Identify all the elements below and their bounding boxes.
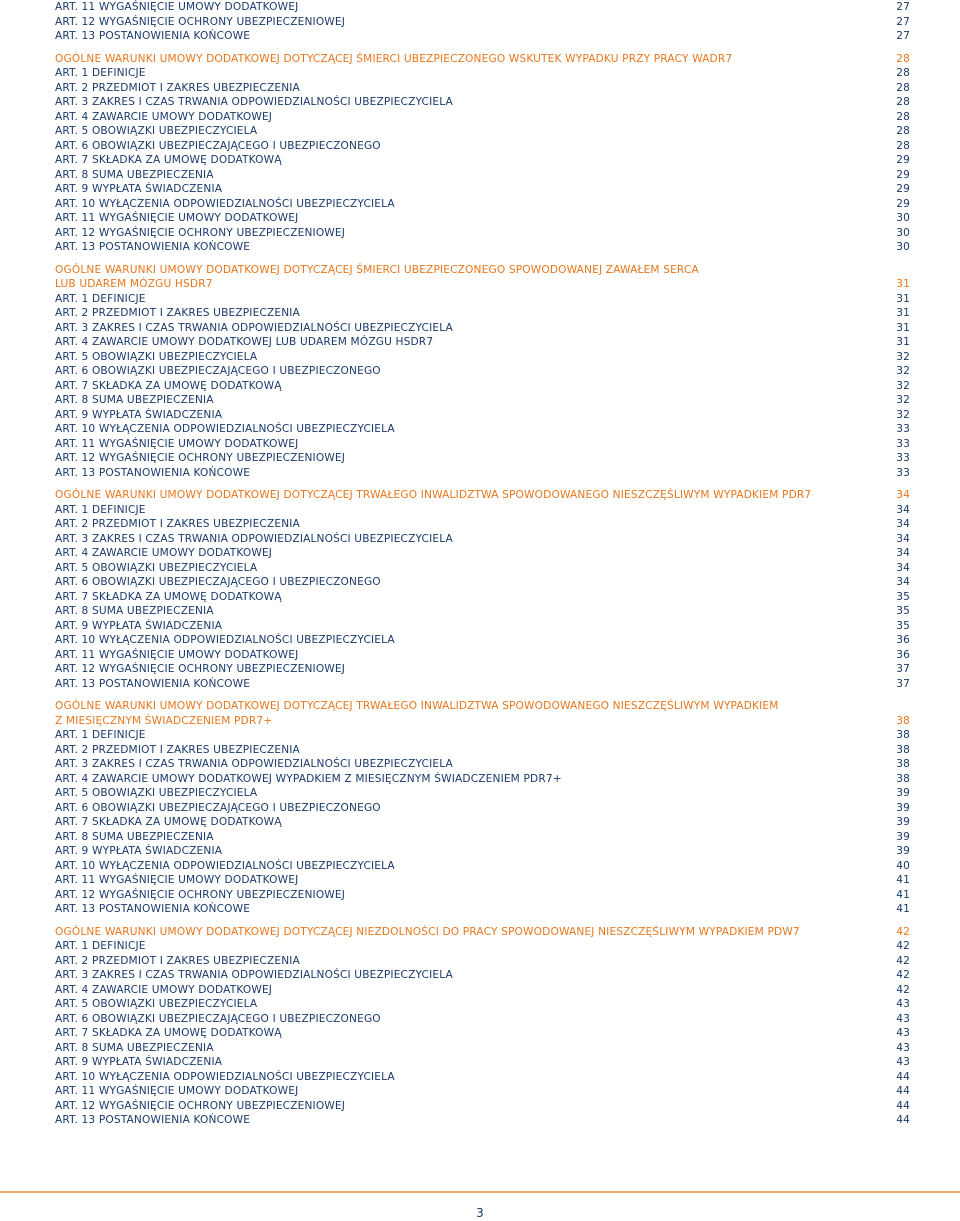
toc-entry: [55, 590, 910, 605]
toc-entry-title: ART. 8 SUMA UBEZPIECZENIA: [55, 168, 214, 181]
toc-entry-title: ART. 7 SKŁADKA ZA UMOWĘ DODATKOWĄ: [55, 590, 282, 603]
toc-entry-title: OGÓLNE WARUNKI UMOWY DODATKOWEJ DOTYCZĄCEJ ŚMIERCI UBEZPIECZONEGO WSKUTEK WYPADKU PRZY PRACY WADR7: [55, 52, 733, 65]
toc-entry-title: ART. 5 OBOWIĄZKI UBEZPIECZYCIELA: [55, 998, 258, 1010]
toc-entry: [55, 801, 910, 816]
toc-entry-title: ART. 11 WYGAŚNIĘCIE UMOWY DODATKOWEJ: [55, 648, 299, 661]
toc-entry-title: ART. 6 OBOWIĄZKI UBEZPIECZAJĄCEGO I UBEZPIECZONEGO: [55, 1012, 381, 1025]
toc-entry-page: 39: [896, 801, 910, 814]
toc-entry-page: 31: [896, 336, 910, 348]
toc-entry: [55, 422, 910, 437]
toc-entry-page: 40: [896, 859, 910, 872]
toc-entry-title: ART. 12 WYGAŚNIĘCIE OCHRONY UBEZPIECZENIOWEJ: [55, 226, 346, 239]
toc-entry-title: ART. 3 ZAKRES I CZAS TRWANIA ODPOWIEDZIALNOŚCI UBEZPIECZYCIELA: [55, 758, 453, 770]
toc-entry-title: ART. 11 WYGAŚNIĘCIE UMOWY DODATKOWEJ: [55, 874, 299, 886]
toc-entry: [55, 1026, 910, 1041]
toc-entry: [55, 503, 910, 518]
toc-entry: [55, 968, 910, 983]
toc-entry-title: ART. 2 PRZEDMIOT I ZAKRES UBEZPIECZENIA: [55, 81, 300, 94]
toc-entry-page: 33: [896, 466, 910, 479]
toc-entry-page: 34: [896, 561, 910, 574]
toc-entry-title: ART. 8 SUMA UBEZPIECZENIA: [55, 605, 214, 617]
toc-entry-page: 38: [896, 772, 910, 785]
toc-entry-title: ART. 1 DEFINICJE: [55, 503, 146, 516]
toc-entry-page: 41: [896, 903, 910, 915]
toc-entry-page: 35: [896, 605, 910, 617]
toc-entry-page: 29: [896, 168, 910, 181]
toc-entry: [55, 153, 910, 168]
section-spacer: [55, 255, 910, 263]
toc-entry-page: 29: [896, 154, 910, 166]
toc-entry: [55, 815, 910, 830]
toc-entry-title: ART. 12 WYGAŚNIĘCIE OCHRONY UBEZPIECZENIOWEJ: [55, 452, 346, 464]
toc-entry-title: ART. 8 SUMA UBEZPIECZENIA: [55, 1041, 214, 1054]
toc-entry-page: 31: [896, 307, 910, 319]
toc-entry-page: 44: [896, 1114, 910, 1126]
toc-entry-page: 34: [896, 547, 910, 559]
toc-entry-page: 42: [896, 983, 910, 996]
toc-entry: [55, 1041, 910, 1056]
toc-entry: [55, 830, 910, 845]
toc-entry: [55, 393, 910, 408]
toc-entry-page: 30: [896, 212, 910, 224]
toc-entry: [55, 1055, 910, 1070]
toc-entry-title: ART. 2 PRZEDMIOT I ZAKRES UBEZPIECZENIA: [55, 307, 300, 319]
toc-entry: [55, 240, 910, 255]
toc-entry-title: ART. 11 WYGAŚNIĘCIE UMOWY DODATKOWEJ: [55, 1, 299, 13]
toc-entry: [55, 633, 910, 648]
toc-entry-title: ART. 12 WYGAŚNIĘCIE OCHRONY UBEZPIECZENIOWEJ: [55, 663, 346, 675]
toc-entry-page: 39: [896, 816, 910, 828]
toc-entry-page: 30: [896, 241, 910, 253]
toc-entry-page: 28: [896, 139, 910, 152]
toc-entry-title: OGÓLNE WARUNKI UMOWY DODATKOWEJ DOTYCZĄCEJ ŚMIERCI UBEZPIECZONEGO SPOWODOWANEJ ZAWAŁEM SERCA: [55, 263, 699, 276]
toc-entry-title: ART. 12 WYGAŚNIĘCIE OCHRONY UBEZPIECZENIOWEJ: [55, 15, 346, 28]
toc-entry-page: 32: [896, 350, 910, 363]
toc-entry-title: ART. 11 WYGAŚNIĘCIE UMOWY DODATKOWEJ: [55, 437, 299, 450]
toc-entry-page: 42: [896, 954, 910, 967]
toc-section-heading: [55, 488, 910, 503]
toc-entry-page: 37: [896, 663, 910, 675]
toc-entry-page: 33: [896, 437, 910, 450]
toc-entry-title: ART. 12 WYGAŚNIĘCIE OCHRONY UBEZPIECZENIOWEJ: [55, 888, 346, 901]
section-spacer: [55, 917, 910, 925]
toc-entry-title: ART. 9 WYPŁATA ŚWIADCZENIA: [55, 845, 223, 857]
toc-entry-title: ART. 7 SKŁADKA ZA UMOWĘ DODATKOWĄ: [55, 816, 282, 828]
section-spacer: [55, 691, 910, 699]
toc-entry: [55, 451, 910, 466]
toc-entry-page: 43: [896, 1041, 910, 1054]
toc-entry-title: ART. 13 POSTANOWIENIA KOŃCOWE: [55, 903, 251, 915]
toc-entry: [55, 226, 910, 241]
toc-entry: [55, 561, 910, 576]
toc-entry: [55, 844, 910, 859]
toc-entry-title: ART. 10 WYŁĄCZENIA ODPOWIEDZIALNOŚCI UBEZPIECZYCIELA: [55, 197, 395, 210]
toc-entry: [55, 379, 910, 394]
toc-entry-title: ART. 9 WYPŁATA ŚWIADCZENIA: [55, 408, 223, 421]
toc-entry: [55, 66, 910, 81]
toc-entry-page: 44: [896, 1070, 910, 1083]
toc-entry-title: ART. 3 ZAKRES I CZAS TRWANIA ODPOWIEDZIALNOŚCI UBEZPIECZYCIELA: [55, 96, 453, 108]
toc-entry-page: 39: [896, 830, 910, 843]
toc-entry-page: 28: [896, 110, 910, 123]
toc-entry-page: 33: [896, 452, 910, 464]
toc-entry-page: 43: [896, 1027, 910, 1039]
toc-entry-title: ART. 12 WYGAŚNIĘCIE OCHRONY UBEZPIECZENIOWEJ: [55, 1099, 346, 1112]
toc-entry-page: 35: [896, 590, 910, 603]
toc-entry-title: ART. 3 ZAKRES I CZAS TRWANIA ODPOWIEDZIALNOŚCI UBEZPIECZYCIELA: [55, 321, 453, 334]
toc-entry-title: ART. 4 ZAWARCIE UMOWY DODATKOWEJ: [55, 547, 273, 559]
toc-entry-page: 34: [896, 489, 910, 501]
toc-entry-page: 31: [896, 292, 910, 305]
toc-entry-page: 38: [896, 729, 910, 741]
toc-entry: [55, 211, 910, 226]
toc-entry-title: ART. 10 WYŁĄCZENIA ODPOWIEDZIALNOŚCI UBEZPIECZYCIELA: [55, 634, 395, 646]
toc-entry-title: ART. 1 DEFINICJE: [55, 292, 146, 305]
toc-entry: [55, 364, 910, 379]
toc-entry-title: LUB UDAREM MÓZGU HSDR7: [55, 278, 213, 290]
toc-entry: [55, 139, 910, 154]
toc-section-heading: [55, 699, 910, 714]
toc-entry-page: 39: [896, 845, 910, 857]
toc-entry-page: 28: [896, 96, 910, 108]
toc-entry: [55, 0, 910, 15]
toc-entry: [55, 350, 910, 365]
toc-entry-title: ART. 8 SUMA UBEZPIECZENIA: [55, 830, 214, 843]
toc-entry: [55, 648, 910, 663]
toc-entry-page: 36: [896, 634, 910, 646]
toc-entry-title: OGÓLNE WARUNKI UMOWY DODATKOWEJ DOTYCZĄCEJ TRWAŁEGO INWALIDZTWA SPOWODOWANEGO NIESZCZĘŚLIWYM WYPADKIEM: [55, 700, 779, 712]
toc-entry-page: 31: [896, 278, 910, 290]
toc-entry: [55, 546, 910, 561]
toc-entry: [55, 197, 910, 212]
toc-entry-page: 38: [896, 758, 910, 770]
toc-entry-title: ART. 5 OBOWIĄZKI UBEZPIECZYCIELA: [55, 125, 258, 137]
toc-section-heading: [55, 52, 910, 67]
toc-entry: [55, 662, 910, 677]
toc-entry: [55, 786, 910, 801]
toc-entry-title: ART. 13 POSTANOWIENIA KOŃCOWE: [55, 241, 251, 253]
toc-entry-page: 27: [896, 30, 910, 42]
toc-entry-page: 27: [896, 1, 910, 13]
toc-entry-title: ART. 9 WYPŁATA ŚWIADCZENIA: [55, 1056, 223, 1068]
toc-entry-title: ART. 5 OBOWIĄZKI UBEZPIECZYCIELA: [55, 787, 258, 799]
toc-entry-page: 42: [896, 925, 910, 938]
toc-entry-page: 36: [896, 648, 910, 661]
toc-entry-title: ART. 13 POSTANOWIENIA KOŃCOWE: [55, 677, 251, 690]
toc-entry-title: ART. 7 SKŁADKA ZA UMOWĘ DODATKOWĄ: [55, 379, 282, 392]
toc-entry-title: ART. 5 OBOWIĄZKI UBEZPIECZYCIELA: [55, 561, 258, 574]
toc-entry: [55, 728, 910, 743]
toc-entry-page: 32: [896, 408, 910, 421]
toc-entry-page: 28: [896, 125, 910, 137]
toc-entry-title: ART. 1 DEFINICJE: [55, 940, 146, 952]
toc-entry: [55, 29, 910, 44]
toc-entry-page: 38: [896, 743, 910, 756]
toc-entry-title: ART. 10 WYŁĄCZENIA ODPOWIEDZIALNOŚCI UBEZPIECZYCIELA: [55, 423, 395, 435]
toc-entry-title: ART. 13 POSTANOWIENIA KOŃCOWE: [55, 466, 251, 479]
toc-entry-page: 42: [896, 969, 910, 981]
toc-entry-title: ART. 1 DEFINICJE: [55, 67, 146, 79]
toc-entry-title: Z MIESIĘCZNYM ŚWIADCZENIEM PDR7+: [55, 714, 273, 727]
toc-entry: [55, 306, 910, 321]
toc-entry-page: 29: [896, 197, 910, 210]
toc-entry: [55, 1084, 910, 1099]
toc-entry: [55, 408, 910, 423]
toc-entry-page: 34: [896, 532, 910, 545]
toc-entry: [55, 1113, 910, 1128]
toc-entry-page: 31: [896, 321, 910, 334]
toc-entry-page: 39: [896, 787, 910, 799]
toc-entry-title: OGÓLNE WARUNKI UMOWY DODATKOWEJ DOTYCZĄCEJ NIEZDOLNOŚCI DO PRACY SPOWODOWANEJ NIESZCZĘŚLIWYM WYPADKIEM PDW7: [55, 925, 800, 938]
toc-entry-title: ART. 7 SKŁADKA ZA UMOWĘ DODATKOWĄ: [55, 154, 282, 166]
toc-entry: [55, 95, 910, 110]
toc-entry-title: ART. 4 ZAWARCIE UMOWY DODATKOWEJ: [55, 983, 273, 996]
toc-entry-title: ART. 1 DEFINICJE: [55, 729, 146, 741]
toc-entry: [55, 81, 910, 96]
toc-entry: [55, 15, 910, 30]
toc-entry: [55, 532, 910, 547]
toc-entry: [55, 1099, 910, 1114]
toc-entry: [55, 859, 910, 874]
toc-entry-page: 34: [896, 503, 910, 516]
footer-divider: [0, 1191, 960, 1193]
toc-entry-title: ART. 2 PRZEDMIOT I ZAKRES UBEZPIECZENIA: [55, 743, 300, 756]
toc-entry-title: ART. 13 POSTANOWIENIA KOŃCOWE: [55, 30, 251, 42]
toc-entry-page: 43: [896, 998, 910, 1010]
toc-entry-page: 35: [896, 619, 910, 632]
toc-entry-title: ART. 3 ZAKRES I CZAS TRWANIA ODPOWIEDZIALNOŚCI UBEZPIECZYCIELA: [55, 969, 453, 981]
toc-entry-page: 41: [896, 888, 910, 901]
toc-entry-title: ART. 6 OBOWIĄZKI UBEZPIECZAJĄCEGO I UBEZPIECZONEGO: [55, 139, 381, 152]
toc-entry-title: ART. 9 WYPŁATA ŚWIADCZENIA: [55, 619, 223, 632]
toc-entry: [55, 997, 910, 1012]
toc-entry: [55, 110, 910, 125]
toc-section-heading: [55, 925, 910, 940]
toc-entry-page: 32: [896, 394, 910, 406]
toc-section-heading: [55, 263, 910, 278]
toc-entry-page: 29: [896, 183, 910, 195]
toc-entry-title: OGÓLNE WARUNKI UMOWY DODATKOWEJ DOTYCZĄCEJ TRWAŁEGO INWALIDZTWA SPOWODOWANEGO NIESZCZĘŚLIWYM WYPADKIEM PDR7: [55, 489, 812, 501]
toc-entry-title: ART. 4 ZAWARCIE UMOWY DODATKOWEJ LUB UDAREM MÓZGU HSDR7: [55, 336, 434, 348]
toc-entry: [55, 168, 910, 183]
toc-entry-title: ART. 9 WYPŁATA ŚWIADCZENIA: [55, 183, 223, 195]
toc-entry-page: 34: [896, 576, 910, 588]
toc-entry: [55, 604, 910, 619]
toc-entry-page: 34: [896, 518, 910, 530]
toc-entry: [55, 939, 910, 954]
toc-entry-title: ART. 5 OBOWIĄZKI UBEZPIECZYCIELA: [55, 350, 258, 363]
toc-entry: [55, 743, 910, 758]
toc-entry: [55, 619, 910, 634]
toc-section-heading: [55, 277, 910, 292]
toc-entry: [55, 677, 910, 692]
toc-entry: [55, 437, 910, 452]
toc-entry-title: ART. 3 ZAKRES I CZAS TRWANIA ODPOWIEDZIALNOŚCI UBEZPIECZYCIELA: [55, 532, 453, 545]
toc-entry-title: ART. 8 SUMA UBEZPIECZENIA: [55, 394, 214, 406]
toc-entry-page: 44: [896, 1085, 910, 1097]
toc-entry-page: 27: [896, 15, 910, 28]
toc-entry-title: ART. 11 WYGAŚNIĘCIE UMOWY DODATKOWEJ: [55, 212, 299, 224]
toc-entry: [55, 335, 910, 350]
toc-entry: [55, 292, 910, 307]
toc-entry-title: ART. 6 OBOWIĄZKI UBEZPIECZAJĄCEGO I UBEZPIECZONEGO: [55, 365, 381, 377]
toc-entry: [55, 983, 910, 998]
toc-section-heading: [55, 714, 910, 729]
toc-entry-title: ART. 11 WYGAŚNIĘCIE UMOWY DODATKOWEJ: [55, 1085, 299, 1097]
toc-entry-page: 44: [896, 1099, 910, 1112]
toc-entry-title: ART. 7 SKŁADKA ZA UMOWĘ DODATKOWĄ: [55, 1027, 282, 1039]
toc-entry-title: ART. 10 WYŁĄCZENIA ODPOWIEDZIALNOŚCI UBEZPIECZYCIELA: [55, 859, 395, 872]
toc-entry: [55, 757, 910, 772]
toc-entry: [55, 888, 910, 903]
toc-entry-title: ART. 6 OBOWIĄZKI UBEZPIECZAJĄCEGO I UBEZPIECZONEGO: [55, 576, 381, 588]
toc-entry-page: 28: [896, 52, 910, 65]
toc-entry: [55, 1012, 910, 1027]
page-number: 3: [476, 1206, 484, 1220]
toc-entry-page: 43: [896, 1056, 910, 1068]
toc-entry-page: 30: [896, 226, 910, 239]
toc-entry-page: 28: [896, 81, 910, 94]
toc-entry-page: 33: [896, 423, 910, 435]
toc-entry: [55, 321, 910, 336]
toc-entry: [55, 873, 910, 888]
toc-entry-page: 38: [896, 714, 910, 727]
toc-entry-title: ART. 6 OBOWIĄZKI UBEZPIECZAJĄCEGO I UBEZPIECZONEGO: [55, 801, 381, 814]
table-of-contents: [55, 0, 910, 1128]
toc-entry: [55, 1070, 910, 1085]
toc-entry-page: 32: [896, 365, 910, 377]
toc-entry: [55, 517, 910, 532]
toc-entry-title: ART. 4 ZAWARCIE UMOWY DODATKOWEJ WYPADKIEM Z MIESIĘCZNYM ŚWIADCZENIEM PDR7+: [55, 772, 562, 785]
toc-entry-title: ART. 13 POSTANOWIENIA KOŃCOWE: [55, 1114, 251, 1126]
toc-entry: [55, 772, 910, 787]
toc-entry-page: 41: [896, 874, 910, 886]
toc-entry: [55, 124, 910, 139]
toc-entry-title: ART. 10 WYŁĄCZENIA ODPOWIEDZIALNOŚCI UBEZPIECZYCIELA: [55, 1070, 395, 1083]
toc-entry: [55, 575, 910, 590]
toc-entry-page: 28: [896, 67, 910, 79]
toc-entry: [55, 954, 910, 969]
section-spacer: [55, 44, 910, 52]
toc-entry: [55, 182, 910, 197]
toc-entry-title: ART. 4 ZAWARCIE UMOWY DODATKOWEJ: [55, 110, 273, 123]
toc-entry-page: 43: [896, 1012, 910, 1025]
toc-entry-title: ART. 2 PRZEDMIOT I ZAKRES UBEZPIECZENIA: [55, 954, 300, 967]
section-spacer: [55, 480, 910, 488]
toc-entry-page: 32: [896, 379, 910, 392]
toc-entry-page: 42: [896, 940, 910, 952]
toc-entry-page: 37: [896, 677, 910, 690]
toc-entry: [55, 902, 910, 917]
toc-entry: [55, 466, 910, 481]
toc-entry-title: ART. 2 PRZEDMIOT I ZAKRES UBEZPIECZENIA: [55, 518, 300, 530]
